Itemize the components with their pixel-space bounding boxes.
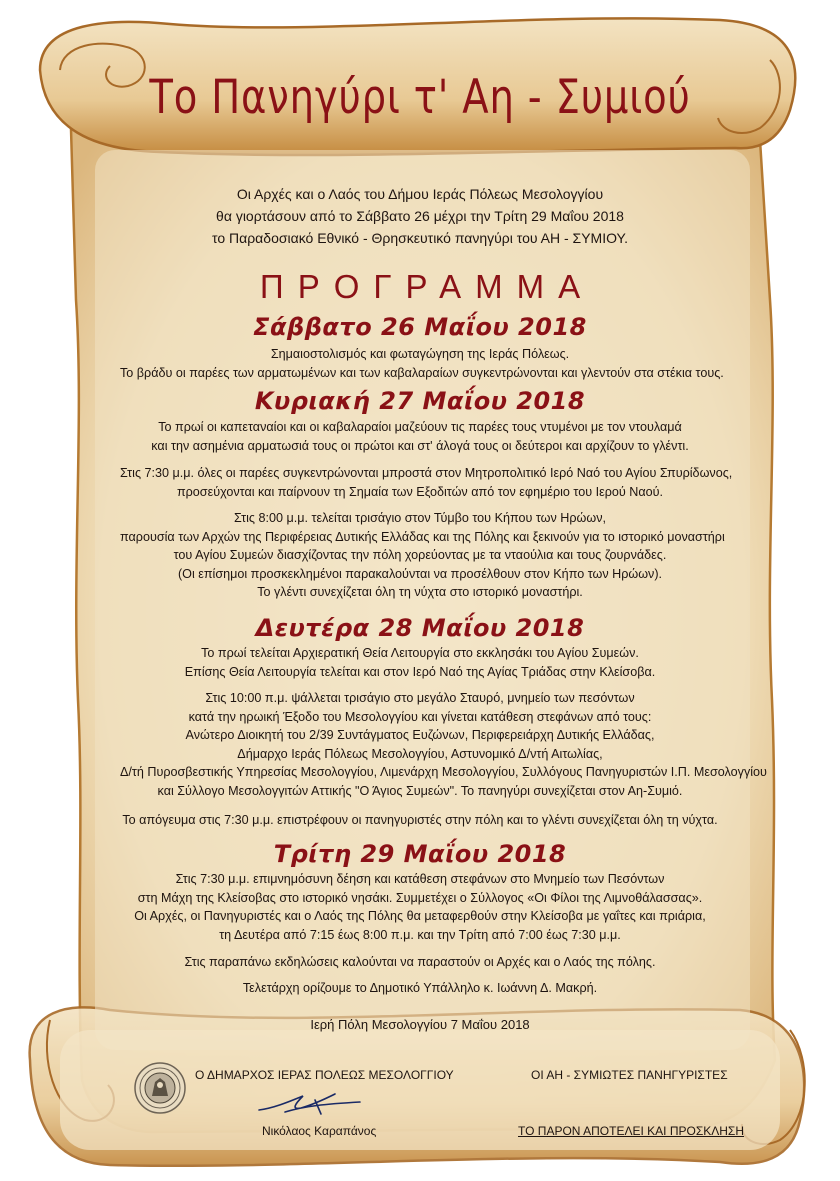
- municipal-seal-icon: [133, 1060, 187, 1116]
- organizers-signature: ΟΙ ΑΗ - ΣΥΜΙΩΤΕΣ ΠΑΝΗΓΥΡΙΣΤΕΣ: [531, 1068, 728, 1082]
- tuesday-paragraph-2: [120, 953, 720, 972]
- intro-line: Οι Αρχές και ο Λαός του Δήμου Ιεράς Πόλεως Μεσολογγίου: [236, 186, 604, 202]
- text-line: Δήμαρχο Ιεράς Πόλεως Μεσολογγίου, Αστυνομικό Δ/ντή Αιτωλίας,: [237, 746, 603, 761]
- text-line: Το βράδυ οι παρέες των αρματωμένων και των καβαλαραίων συγκεντρώνονται και γλεντούν στα στέκια τους.: [120, 365, 724, 380]
- text-line: κατά την ηρωική Έξοδο του Μεσολογγίου και γίνεται κατάθεση στεφάνων από τους:: [188, 709, 652, 724]
- text-line: Οι Αρχές, οι Πανηγυριστές και ο Λαός της Πόλης θα μεταφερθούν στην Κλείσοβα με γαΐτες και πριάρια,: [134, 909, 706, 924]
- text-line: και την ασημένια αρματωσιά τους οι πρώτοι και στ' άλογά τους οι δεύτεροι και αρχίζουν το γλέντι.: [151, 438, 689, 453]
- program-heading: ΠΡΟΓΡΑΜΜΑ: [259, 268, 595, 305]
- invitation-note: ΤΟ ΠΑΡΟΝ ΑΠΟΤΕΛΕΙ ΚΑΙ ΠΡΟΣΚΛΗΣΗ: [518, 1124, 745, 1138]
- tuesday-paragraph-3: [120, 979, 720, 998]
- date-line: Ιερή Πόλη Μεσολογγίου 7 Μαΐου 2018: [310, 1017, 530, 1032]
- text-line: Τελετάρχη ορίζουμε το Δημοτικό Υπάλληλο κ. Ιωάννη Δ. Μακρή.: [242, 981, 598, 995]
- text-line: Το απόγευμα στις 7:30 μ.μ. επιστρέφουν οι πανηγυριστές στην πόλη και το γλέντι συνεχίζεται όλη τη νύχτα.: [122, 813, 718, 827]
- text-line: Στις 7:30 μ.μ. επιμνημόσυνη δέηση και κατάθεση στεφάνων στο Μνημείο των Πεσόντων: [175, 872, 665, 886]
- day-heading-monday: Δευτέρα 28 Μαΐου 2018: [255, 614, 585, 642]
- text-line: (Οι επίσημοι προσκεκλημένοι παρακαλούνται να προσέλθουν στον Κήπο των Ηρώων).: [177, 566, 663, 581]
- tuesday-paragraph-1: [120, 870, 720, 944]
- text-line: στη Μάχη της Κλείσοβας στο ιστορικό νησάκι. Συμμετέχει ο Σύλλογος «Οι Φίλοι της Λιμνοθάλασσας».: [137, 890, 703, 905]
- monday-paragraph-3: [120, 811, 720, 830]
- day-heading-saturday: Σάββατο 26 Μαΐου 2018: [253, 313, 587, 341]
- day-heading-tuesday: Τρίτη 29 Μαΐου 2018: [273, 840, 567, 868]
- text-line: Ανώτερο Διοικητή του 2/39 Συντάγματος Ευζώνων, Περιφερειάρχη Δυτικής Ελλάδας,: [185, 728, 655, 743]
- saturday-paragraph: [120, 345, 724, 382]
- sunday-paragraph-2: [120, 464, 733, 501]
- mayor-title: Ο ΔΗΜΑΡΧΟΣ ΙΕΡΑΣ ΠΟΛΕΩΣ ΜΕΣΟΛΟΓΓΙΟΥ: [195, 1068, 454, 1082]
- text-line: Το γλέντι συνεχίζεται όλη τη νύχτα στο ιστορικό μοναστήρι.: [257, 585, 583, 600]
- intro-text: [120, 183, 720, 249]
- text-line: και Σύλλογο Μεσολογγιτών Αττικής "Ο Άγιος Συμεών". Το πανηγύρι συνεχίζεται στον Αη-Συμιό.: [157, 783, 683, 798]
- text-line: τη Δευτέρα από 7:15 έως 8:00 π.μ. και την Τρίτη από 7:00 έως 7:30 μ.μ.: [219, 927, 621, 942]
- text-line: Σημαιοστολισμός και φωταγώγηση της Ιεράς Πόλεως.: [270, 347, 570, 361]
- page-title: Το Πανηγύρι τ' Αη - Συμιού: [149, 70, 691, 125]
- text-line: Στις 10:00 π.μ. ψάλλεται τρισάγιο στο μεγάλο Σταυρό, μνημείο των πεσόντων: [205, 691, 635, 705]
- monday-paragraph-2: [120, 689, 767, 801]
- text-line: Το πρωί τελείται Αρχιερατική Θεία Λειτουργία στο εκκλησάκι του Αγίου Συμεών.: [201, 646, 639, 660]
- day-heading-sunday: Κυριακή 27 Μαΐου 2018: [254, 387, 586, 415]
- handwritten-signature: [255, 1086, 365, 1118]
- text-line: Στις 7:30 μ.μ. όλες οι παρέες συγκεντρώνονται μπροστά στον Μητροπολιτικό Ιερό Ναό του Αγίου Σπυρίδωνος,: [120, 466, 733, 480]
- text-line: προσεύχονται και παίρνουν τη Σημαία των Εξοδιτών από τον εφημέριο του Ιερού Ναού.: [176, 484, 664, 499]
- text-line: Το πρωί οι καπεταναίοι και οι καβαλαραίοι μαζεύουν τις παρέες τους ντυμένοι με τον ντουλαμά: [158, 420, 682, 434]
- mayor-name: Νικόλαος Καραπάνος: [262, 1124, 377, 1138]
- intro-line: το Παραδοσιακό Εθνικό - Θρησκευτικό πανηγύρι του ΑΗ - ΣΥΜΙΟΥ.: [212, 230, 628, 246]
- text-line: Στις 8:00 μ.μ. τελείται τρισάγιο στον Τύμβο του Κήπου των Ηρώων,: [233, 511, 607, 525]
- text-line: Επίσης Θεία Λειτουργία τελείται και στον Ιερό Ναό της Αγίας Τριάδας στην Κλείσοβα.: [184, 664, 656, 679]
- sunday-paragraph-3: [120, 509, 725, 602]
- text-line: παρουσία των Αρχών της Περιφέρειας Δυτικής Ελλάδας και της Πόλης και ξεκινούν για το ιστορικό μοναστήρι: [120, 529, 725, 544]
- text-line: Δ/τή Πυροσβεστικής Υπηρεσίας Μεσολογγίου, Λιμενάρχη Μεσολογγίου, Συλλόγους Πανηγυριστών Ι.Π. Μεσολογγίου: [120, 765, 767, 780]
- intro-line: θα γιορτάσουν από το Σάββατο 26 μέχρι την Τρίτη 29 Μαΐου 2018: [216, 208, 624, 224]
- sunday-paragraph-1: [120, 418, 720, 455]
- text-line: Στις παραπάνω εκδηλώσεις καλούνται να παραστούν οι Αρχές και ο Λαός της πόλης.: [184, 955, 656, 969]
- monday-paragraph-1: [120, 644, 720, 681]
- text-line: του Αγίου Συμεών διασχίζοντας την πόλη χορεύοντας με τα νταούλια και τους ζουρνάδες.: [173, 548, 667, 563]
